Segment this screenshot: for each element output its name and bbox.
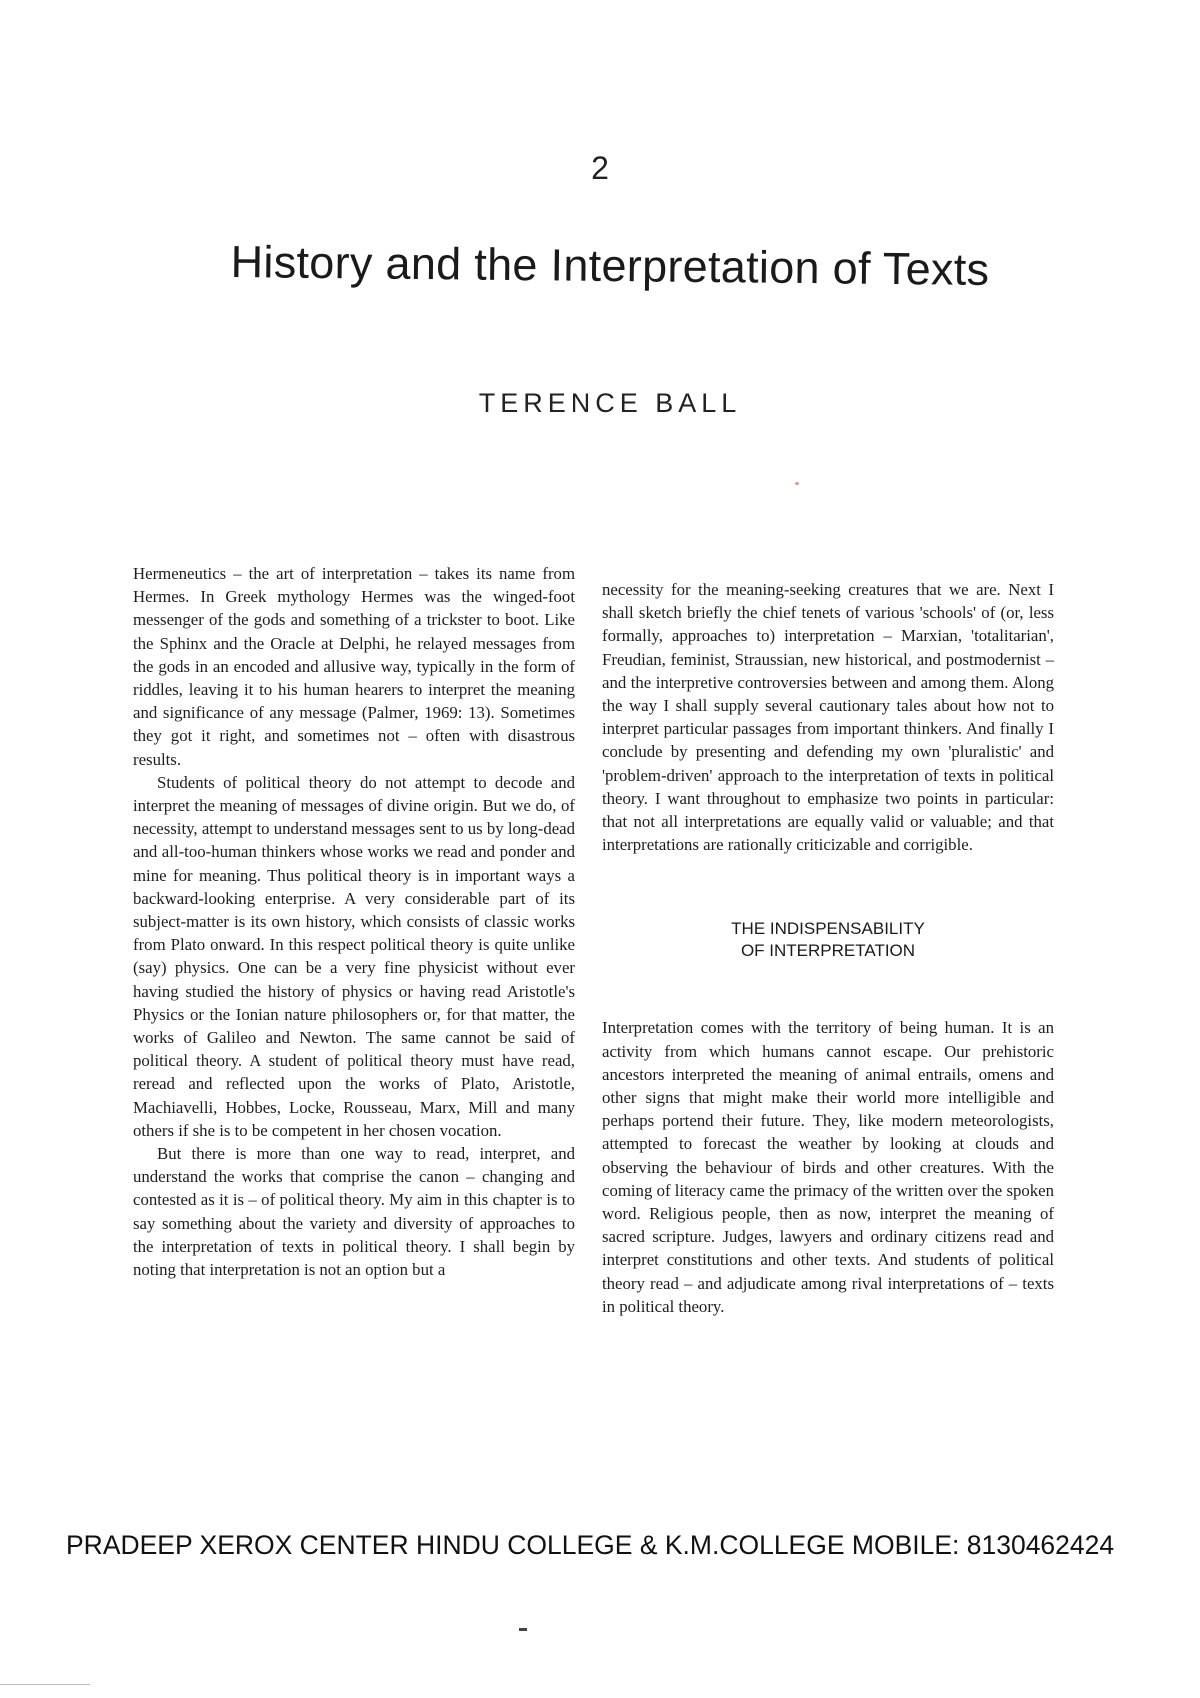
right-column (602, 578, 1054, 1318)
paragraph-more-than-one-way: But there is more than one way to read, interpret, and understand the works that comprise the canon – changing and contested as it is – of political theory. My aim in this chapter is to say something about the variety and diversity of approaches to the interpretation of texts in political theory. I shall begin by noting that interpretation is not an option but a (133, 1144, 575, 1280)
paragraph-hermeneutics: Hermeneutics – the art of interpretation – takes its name from Hermes. In Greek mythology Hermes was the winged-foot messenger of the gods and something of a trickster to boot. Like the Sphinx and the Oracle at Delphi, he relayed messages from the gods in an encoded and allusive way, typically in the form of riddles, leaving it to his human hearers to interpret the meaning and significance of any message (Palmer, 1969: 13). Sometimes they got it right, and sometimes not – often with disastrous results. (133, 564, 575, 769)
chapter-number: 2 (591, 150, 609, 186)
author-name: TERENCE BALL (478, 388, 742, 418)
section-heading-line-2: OF INTERPRETATION (740, 941, 916, 961)
scan-speck (795, 482, 799, 485)
section-heading-line-1: THE INDISPENSABILITY (731, 919, 925, 939)
scan-dash-mark (519, 1628, 527, 1631)
section-heading (602, 918, 1054, 962)
left-column (133, 562, 575, 1281)
paragraph-necessity: necessity for the meaning-seeking creatures that we are. Next I shall sketch briefly the chief tenets of various 'schools' of (or, less formally, approaches to) interpretation – Marxian, 'totalitarian', Freudian, feminist, Straussian, new historical, and postmodernist – and the interpretive controversies between and among them. Along the way I shall supply several cautionary tales about how not to interpret particular passages from important thinkers. And finally I conclude by presenting and defending my own 'pluralistic' and 'problem-driven' approach to the interpretation of texts in political theory. I want throughout to emphasize two points in particular: that not all interpretations are equally valid or valuable; and that interpretations are rationally criticizable and corrigible. (602, 580, 1054, 855)
scan-edge-line (0, 1684, 90, 1685)
chapter-title: History and the Interpretation of Texts (230, 236, 990, 295)
footer-stamp: PRADEEP XEROX CENTER HINDU COLLEGE & K.M.COLLEGE MOBILE: 8130462424 (66, 1530, 1115, 1560)
paragraph-students: Students of political theory do not attempt to decode and interpret the meaning of messages of divine origin. But we do, of necessity, attempt to understand messages sent to us by long-dead and all-too-human thinkers whose works we read and ponder and mine for meaning. Thus political theory is in important ways a backward-looking enterprise. A very considerable part of its subject-matter is its own history, which consists of classic works from Plato onward. In this respect political theory is quite unlike (say) physics. One can be a very fine physicist without ever having studied the history of physics or having read Aristotle's Physics or the Ionian nature philosophers or, for that matter, the works of Galileo and Newton. The same cannot be said of political theory. A student of political theory must have read, reread and reflected upon the works of Plato, Aristotle, Machiavelli, Hobbes, Locke, Rousseau, Marx, Mill and many others if she is to be competent in her chosen vocation. (133, 772, 575, 1140)
paragraph-interpretation-territory: Interpretation comes with the territory of being human. It is an activity from which humans cannot escape. Our prehistoric ancestors interpreted the meaning of animal entrails, omens and other signs that might make their world more intelligible and perhaps portend their future. They, like modern meteorologists, attempted to forecast the weather by looking at clouds and observing the behaviour of birds and other creatures. With the coming of literacy came the primacy of the written over the spoken word. Religious people, then as now, interpret the meaning of sacred scripture. Judges, lawyers and ordinary citizens read and interpret constitutions and other texts. And students of political theory read – and adjudicate among rival interpretations of – texts in political theory. (602, 1018, 1054, 1316)
